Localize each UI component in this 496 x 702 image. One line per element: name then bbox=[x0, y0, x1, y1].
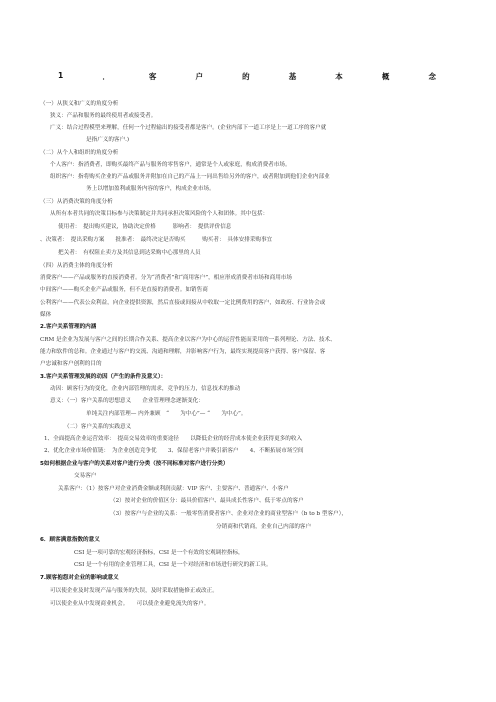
title-char: ． bbox=[102, 72, 110, 81]
title-char: 本 bbox=[335, 72, 343, 81]
body-line: 分销商和代销商，企业自己内部的客户 bbox=[216, 524, 312, 530]
body-line: 能力和软件的总和。企业通过与客户的交流、沟通和理解，并影响客户行为，最终实现提高客户获得、客户保留、客 bbox=[40, 349, 326, 355]
body-line: 广义：结合过程模型来理解，任何一个过程输出的接受者都是客户。(企业内部下一道工序是上一道工序的客户就 bbox=[50, 125, 327, 131]
body-line: 可以使企业及时发现产品与服务的失误，及时采取措施修正或改正。 bbox=[50, 588, 218, 594]
body-line: （2）按对企业的价值区分：最具价值客户、最具成长性客户、低于零点的客户 bbox=[110, 498, 304, 504]
body-line: 使用者： 提出购买建议，协助决定价格 影响者： 提供评价信息 bbox=[58, 224, 232, 230]
title-char: 1 bbox=[58, 71, 64, 80]
subsection-heading: （二）客户关系的实践意义 bbox=[64, 424, 132, 430]
section-heading: 5如何根据企业与客户的关系对客户进行分类（按不同标准对客户进行分类） bbox=[40, 461, 229, 467]
title-char: 概 bbox=[381, 72, 390, 81]
section-heading: 2.客户关系管理的内涵 bbox=[40, 324, 97, 330]
body-line: 务上以增加盈利或服务内容的客户，构成企业市场。 bbox=[86, 186, 215, 192]
body-line: 意义：（一）客户关系的思想意义 企业管理理念逐渐变化： bbox=[50, 398, 204, 404]
body-line: 1、全面提高企业运营效率： 提高交易效率的重要途径 以降低企业的经营成本使企业获得更多的收入 bbox=[44, 436, 303, 442]
title-char: 户 bbox=[195, 72, 203, 81]
body-line: 媒体 bbox=[40, 312, 52, 318]
body-line: 可以使企业从中发现商业机会。 可以使企业避免流失的客户。 bbox=[50, 601, 210, 607]
subsection-heading: （二）从个人和组织的角度分析 bbox=[40, 150, 119, 156]
body-line: 、决策者： 提出采购方案 批准者： 最终决定是否购买 购买者： 具体安排采购事宜 bbox=[40, 237, 273, 243]
body-line: 单纯关注内部管理— 内外兼顾 “ 为中心”— “ 为中心”。 bbox=[86, 411, 247, 417]
body-line: 交易客户 bbox=[74, 473, 97, 479]
body-line: 公利客户——代表公众利益，向企业提供资源，然后直接或间接从中收取一定比例费用的客户，如政府、行业协会或 bbox=[40, 300, 326, 306]
section-heading: 6．顾客满意指数的意义 bbox=[40, 537, 100, 543]
subsection-heading: （四）从消费主体的角度分析 bbox=[40, 263, 113, 269]
subsection-heading: （一）从狭义和广义的角度分析 bbox=[40, 101, 119, 107]
section-heading: 3.客户关系管理发展的动因（产生的条件及意义）： bbox=[40, 374, 167, 380]
section-heading: 7.顾客抱怨对企业的影响或意义 bbox=[40, 575, 119, 581]
body-line: 把关者： 有权阻止卖方及其信息到达采购中心那里的人员 bbox=[58, 250, 201, 256]
body-line: 中间客户——购买企业产品或服务，但不是直接的消费者。如销售商 bbox=[40, 287, 208, 293]
body-line: （3）按客户与企业的关系：一般零售消费者客户、企业对企业的商业型客户（b to b 型客户）， bbox=[110, 511, 348, 517]
body-line: 关系客户：（1）按客户对企业消费金额或利润贡献：VIP 客户、主要客户、普通客户、小客户 bbox=[58, 486, 289, 492]
body-line: 户忠诚和客户创利的目的 bbox=[40, 361, 102, 367]
body-line: CRM 是企业为发展与客户之间的长期合作关系、提高企业以客户为中心的运营性能而采用的一系列理论、方法、技术、 bbox=[40, 337, 336, 343]
body-line: 组织客户：指将购买企业的产品或服务并附加在自己的产品上一同出售给另外的客户，或者附加到他们企业内部业 bbox=[50, 174, 330, 180]
title-char: 念 bbox=[428, 72, 436, 81]
title-char: 的 bbox=[242, 72, 250, 81]
body-line: 从所有本者共同的决策目标参与决策制定并共同承担决策风险的个人和团体。其中包括： bbox=[50, 211, 269, 217]
body-line: CSI 是一个有用的企业管理工具，CSI 是一个对经济和市场进行研究的新工具。 bbox=[74, 562, 272, 568]
title-char: 客 bbox=[148, 72, 157, 81]
body-line: 动因：顾客行为的变化，企业内部管理的需求，竞争的压力，信息技术的推动 bbox=[50, 386, 241, 392]
body-line: 个人客户：指消费者，即购买最终产品与服务的零售客户，通常是个人或家庭，构成消费者市场。 bbox=[50, 162, 291, 168]
body-line: CSI 是一项可靠的宏观经济指标，CSI 是一个有效的宏观调控指标， bbox=[74, 550, 244, 556]
body-line: 是指广义的客户.) bbox=[86, 137, 130, 143]
subsection-heading: （三）从消费决策的角度分析 bbox=[40, 199, 113, 205]
section-title bbox=[58, 71, 436, 85]
title-char: 基 bbox=[288, 72, 297, 81]
body-line: 狭义：产品和服务的最终使用者或接受者。 bbox=[50, 113, 157, 119]
body-line: 消费客户——产品或服务的直接消费者。分为“消费者”和“商用客户”，相应形成消费者市场和商用市场 bbox=[40, 275, 292, 281]
body-line: 2、优化企业市场价值链： 为企业创造竞争优 3、保留老客户并吸引新客户 4、不断拓展市场空间 bbox=[44, 448, 304, 454]
